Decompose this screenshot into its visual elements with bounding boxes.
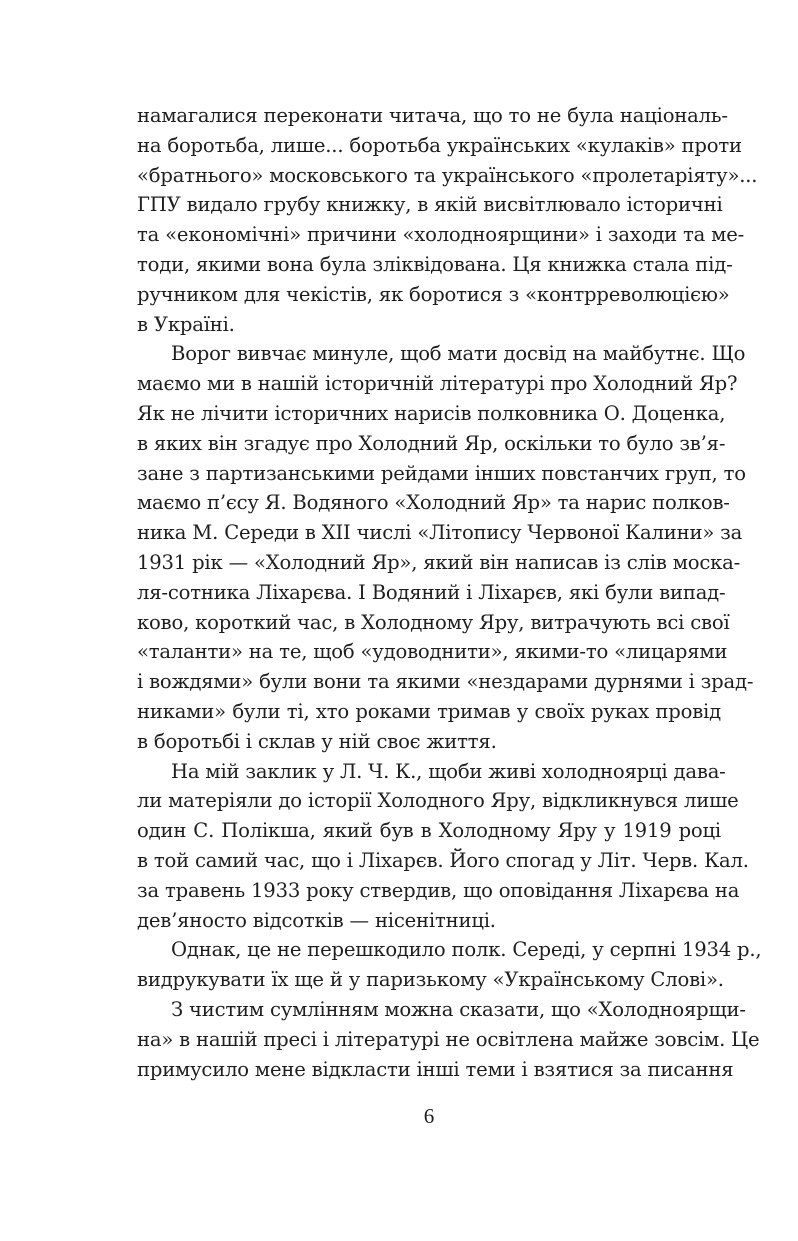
text-line: в той самий час, що і Ліхарєв. Його спогад у Літ. Черв. Кал.: [137, 848, 749, 872]
text-line: 1931 рік — «Холодний Яр», який він написав із слів моска-: [137, 550, 741, 574]
text-line: в яких він згадує про Холодний Яр, оскільки то було зв’я-: [137, 431, 726, 455]
text-line: ково, короткий час, в Холодному Яру, витрачують всі свої: [137, 610, 730, 634]
text-line: та «економічні» причини «холодноярщини» і заходи та ме-: [137, 223, 745, 247]
text-line: маємо ми в нашій історичній літературі про Холодний Яр?: [137, 372, 738, 396]
text-line: тоди, якими вона була зліквідована. Ця книжка стала під-: [137, 252, 733, 276]
text-line: примусило мене відкласти інші теми і взятися за писання: [137, 1057, 734, 1081]
text-line: намагалися переконати читача, що то не була національ-: [137, 104, 728, 127]
text-line: в Україні.: [137, 312, 235, 336]
text-line: «братнього» московського та українського «пролетаріяту»...: [137, 163, 758, 187]
text-line: «таланти» на те, щоб «удоводнити», якими-то «лицарями: [137, 640, 728, 664]
text-line: на боротьба, лише... боротьба українських «кулаків» проти: [137, 133, 742, 157]
page-number: 6: [423, 1104, 435, 1128]
text-line: З чистим сумлінням можна сказати, що «Холодноярщи-: [171, 997, 746, 1021]
text-line: ля-сотника Ліхарєва. І Водяний і Ліхарєв, які були випад-: [137, 580, 726, 604]
text-line: маємо п’єсу Я. Водяного «Холодний Яр» та нарис полков-: [137, 491, 730, 515]
text-line: за травень 1933 року ствердив, що оповідання Ліхарєва на: [137, 878, 740, 902]
text-line: Як не лічити історичних нарисів полковника О. Доценка,: [137, 401, 726, 425]
text-line: ручником для чекістів, як боротися з «контрреволюцією»: [137, 282, 730, 306]
text-line: На мій заклик у Л. Ч. К., щоби живі холодноярці дава-: [171, 759, 726, 783]
text-line: ника М. Середи в XII числі «Літопису Червоної Калини» за: [137, 521, 743, 545]
text-line: никами» були ті, хто роками тримав у своїх руках провід: [137, 699, 721, 723]
text-line: дев’яносто відсотків — нісенітниці.: [137, 908, 496, 932]
body-text: [137, 101, 762, 1084]
text-line: зане з партизанськими рейдами інших повстанчих груп, то: [137, 461, 746, 485]
text-line: один С. Полікша, який був в Холодному Яру у 1919 році: [137, 819, 721, 843]
text-line: видрукувати їх ще й у паризькому «Українському Слові».: [137, 968, 724, 992]
text-line: Однак, це не перешкодило полк. Середі, у серпні 1934 р.,: [171, 938, 762, 962]
text-line: на» в нашій пресі і літературі не освітлена майже зовсім. Це: [137, 1027, 760, 1051]
text-line: ли матеріяли до історії Холодного Яру, відкликнувся лише: [137, 789, 739, 813]
text-line: в боротьбі і склав у ній своє життя.: [137, 729, 497, 753]
text-line: ГПУ видало грубу книжку, в якій висвітлювало історичні: [137, 193, 723, 217]
text-line: Ворог вивчає минуле, щоб мати досвід на майбутнє. Що: [171, 342, 746, 366]
text-line: і вождями» були вони та якими «нездарами дурнями і зрад-: [137, 670, 754, 694]
